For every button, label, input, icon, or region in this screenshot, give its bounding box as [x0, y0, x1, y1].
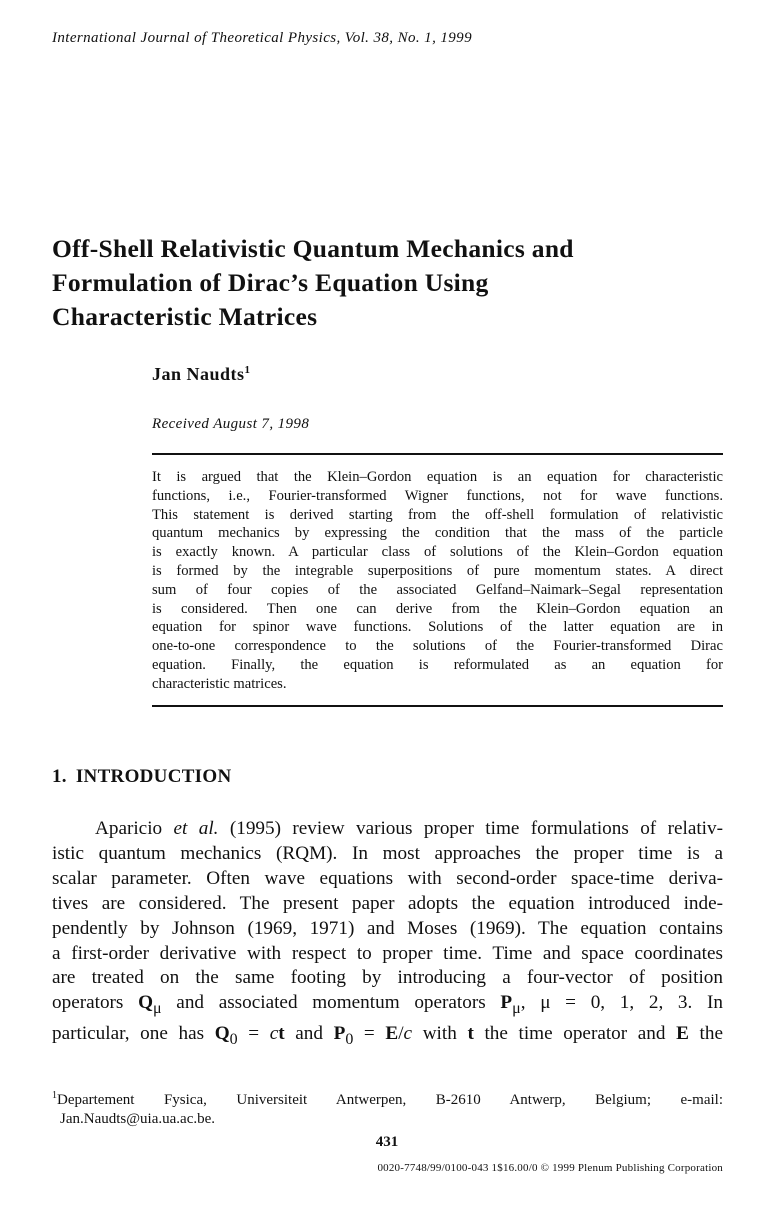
body-line: tives are considered. The present paper adopts the equation introduced inde- [52, 892, 723, 914]
title-line: Off-Shell Relativistic Quantum Mechanics and [52, 234, 574, 263]
author-name: Jan Naudts [152, 364, 245, 384]
abstract-line: It is argued that the Klein–Gordon equation is an equation for characteristic [152, 469, 723, 485]
author [152, 364, 251, 385]
abstract-line: quantum mechanics by expressing the condition that the mass of the particle [152, 525, 723, 542]
footnote [52, 1086, 723, 1129]
received-date: Received August 7, 1998 [152, 416, 310, 432]
body-line: Aparicio et al. (1995) review various proper time formulations of relativ- [95, 818, 723, 839]
abstract-line: one-to-one correspondence to the solutions of the Fourier-transformed Dirac [152, 638, 723, 655]
abstract-top-rule [152, 453, 723, 455]
footnote-line: $^1$Departement Fysica, Universiteit Antwerpen, B-2610 Antwerp, Belgium; e-mail: [52, 1090, 723, 1108]
body-line: pendently by Johnson (1969, 1971) and Moses (1969). The equation contains [52, 917, 723, 939]
abstract-line: equation. Finally, the equation is reformulated as an equation for [152, 656, 723, 673]
title-line: Characteristic Matrices [52, 302, 318, 331]
body-line: particular, one has $Q_0$ = ct and $P_0 = E/c$ with t the time operator and E the [52, 1023, 723, 1048]
abstract-line: This statement is derived starting from the off-shell formulation of relativistic [152, 506, 723, 523]
abstract-bottom-rule [152, 705, 723, 707]
body-line: istic quantum mechanics (RQM). In most approaches the proper time is a [52, 842, 723, 864]
page-number: 431 [375, 1134, 399, 1150]
abstract-line: is formed by the integrable superpositions of pure momentum states. A direct [152, 562, 723, 579]
footnote-line: Jan.Naudts@uia.ua.ac.be. [60, 1111, 216, 1127]
section-heading [52, 766, 231, 788]
paper-title [52, 232, 732, 334]
abstract-line: is considered. Then one can derive from the Klein–Gordon equation an [152, 600, 723, 617]
abstract [152, 468, 723, 694]
copyright-line: 0020-7748/99/0100-043 1$16.00/0 © 1999 Plenum Publishing Corporation [377, 1162, 723, 1174]
abstract-line: functions, i.e., Fourier-transformed Wigner functions, not for wave functions. [152, 487, 723, 504]
body-line: operators $Q_\mu$ and associated momentum operators $P_\mu$, μ = 0, 1, 2, 3. In [52, 992, 723, 1018]
abstract-line: characteristic matrices. [152, 675, 287, 692]
section-number: 1. [52, 766, 67, 787]
footnote-mark: 1 [52, 1090, 57, 1101]
title-line: Formulation of Dirac’s Equation Using [52, 268, 489, 297]
body-text [52, 817, 723, 1053]
body-line: are treated on the same footing by introducing a four-vector of position [52, 967, 723, 989]
author-footnote-mark: 1 [244, 364, 251, 376]
abstract-line: equation for spinor wave functions. Solutions of the latter equation are in [152, 619, 723, 636]
section-title: INTRODUCTION [75, 766, 232, 787]
journal-header: International Journal of Theoretical Physics, Vol. 38, No. 1, 1999 [52, 30, 472, 46]
abstract-line: sum of four copies of the associated Gelfand–Naimark–Segal representation [152, 581, 723, 598]
body-line: scalar parameter. Often wave equations with second-order space-time deriva- [52, 867, 723, 889]
body-line: a first-order derivative with respect to proper time. Time and space coordinates [52, 942, 723, 964]
abstract-line: is exactly known. A particular class of solutions of the Klein–Gordon equation [152, 544, 723, 561]
